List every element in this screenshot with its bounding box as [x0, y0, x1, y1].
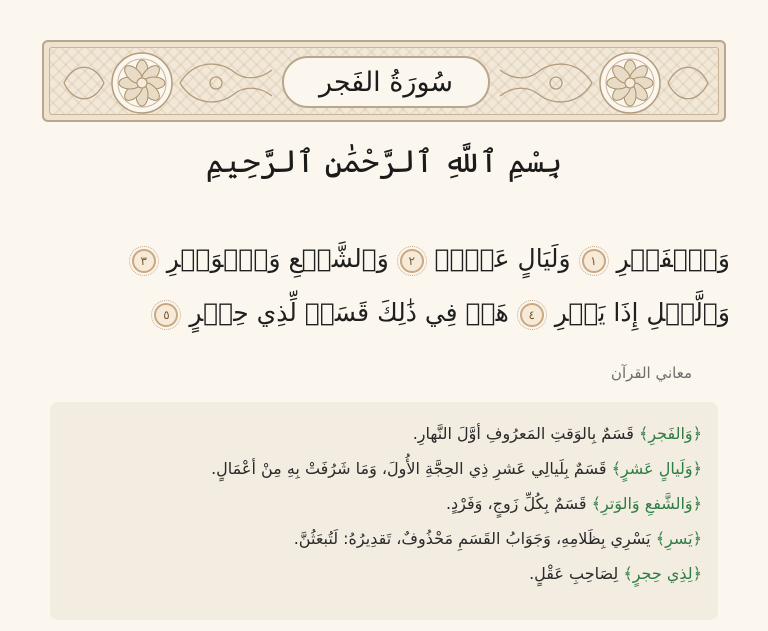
- meaning-text: يَسْرِي بِظَلامِهِ، وَجَوَابُ القَسَمِ مَحْذُوفٌ، تَقدِيرُهُ: لَتُبعَثُنَّ.: [293, 529, 656, 548]
- meaning-term: ﴿وَالشَّفعِ وَالوَترِ﴾: [591, 494, 702, 513]
- rosette-icon: [112, 53, 172, 113]
- surah-title: سُورَةُ الفَجر: [318, 66, 454, 98]
- meaning-term: ﴿وَلَيالٍ عَشرٍ﴾: [611, 459, 702, 478]
- ayah-number-marker: ٣: [132, 249, 156, 273]
- meaning-text: قَسَمٌ بِالوَقتِ المَعرُوفِ أوَّلَ النَّهارِ.: [412, 424, 639, 443]
- meaning-term: ﴿يَسرِ﴾: [655, 529, 702, 548]
- meaning-row: [66, 451, 702, 486]
- meaning-row: [66, 556, 702, 591]
- ayah-number-marker: ١: [582, 249, 606, 273]
- meaning-term: ﴿لِذِي حِجرٍ﴾: [623, 564, 702, 583]
- ayah-text[interactable]: وَٱلۡفَجۡرِ: [616, 244, 730, 273]
- ayah-number-marker: ٥: [154, 303, 178, 327]
- meaning-text: قَسَمٌ بِكُلِّ زَوجٍ، وَفَرْدٍ.: [445, 494, 592, 513]
- surah-banner: [42, 40, 726, 122]
- meaning-term: ﴿وَالفَجرِ﴾: [638, 424, 702, 443]
- ayah-text[interactable]: وَلَيَالٍ عَشۡرٖ: [434, 244, 571, 273]
- ayah-text[interactable]: هَلۡ فِي ذَٰلِكَ قَسَمٞ لِّذِي حِجۡرٍ: [189, 298, 509, 327]
- meaning-row: [66, 486, 702, 521]
- ayah-text[interactable]: وَٱلشَّفۡعِ وَٱلۡوَتۡرِ: [166, 244, 389, 273]
- meanings-heading: معاني القرآن: [610, 364, 692, 382]
- basmala: بِسْمِ ٱللَّهِ ٱلرَّحْمَٰنِ ٱلرَّحِيمِ: [205, 144, 563, 180]
- ayah-text[interactable]: وَٱلَّيۡلِ إِذَا يَسۡرِ: [554, 298, 730, 327]
- rosette-icon: [600, 53, 660, 113]
- meaning-text: قَسَمٌ بِلَيالِي عَشرِ ذِي الحِجَّةِ الأُولَ، وَمَا شَرُفَتْ بِهِ مِنْ أعْمَالٍ.: [211, 459, 612, 478]
- meanings-panel: [50, 402, 718, 620]
- meaning-row: [66, 416, 702, 451]
- meaning-text: لِصَاحِبِ عَقْلٍ.: [529, 564, 624, 583]
- ayah-number-marker: ٢: [400, 249, 424, 273]
- meaning-row: [66, 521, 702, 556]
- ayat-block: [40, 232, 730, 340]
- surah-title-cartouche: [282, 56, 490, 108]
- ayah-number-marker: ٤: [520, 303, 544, 327]
